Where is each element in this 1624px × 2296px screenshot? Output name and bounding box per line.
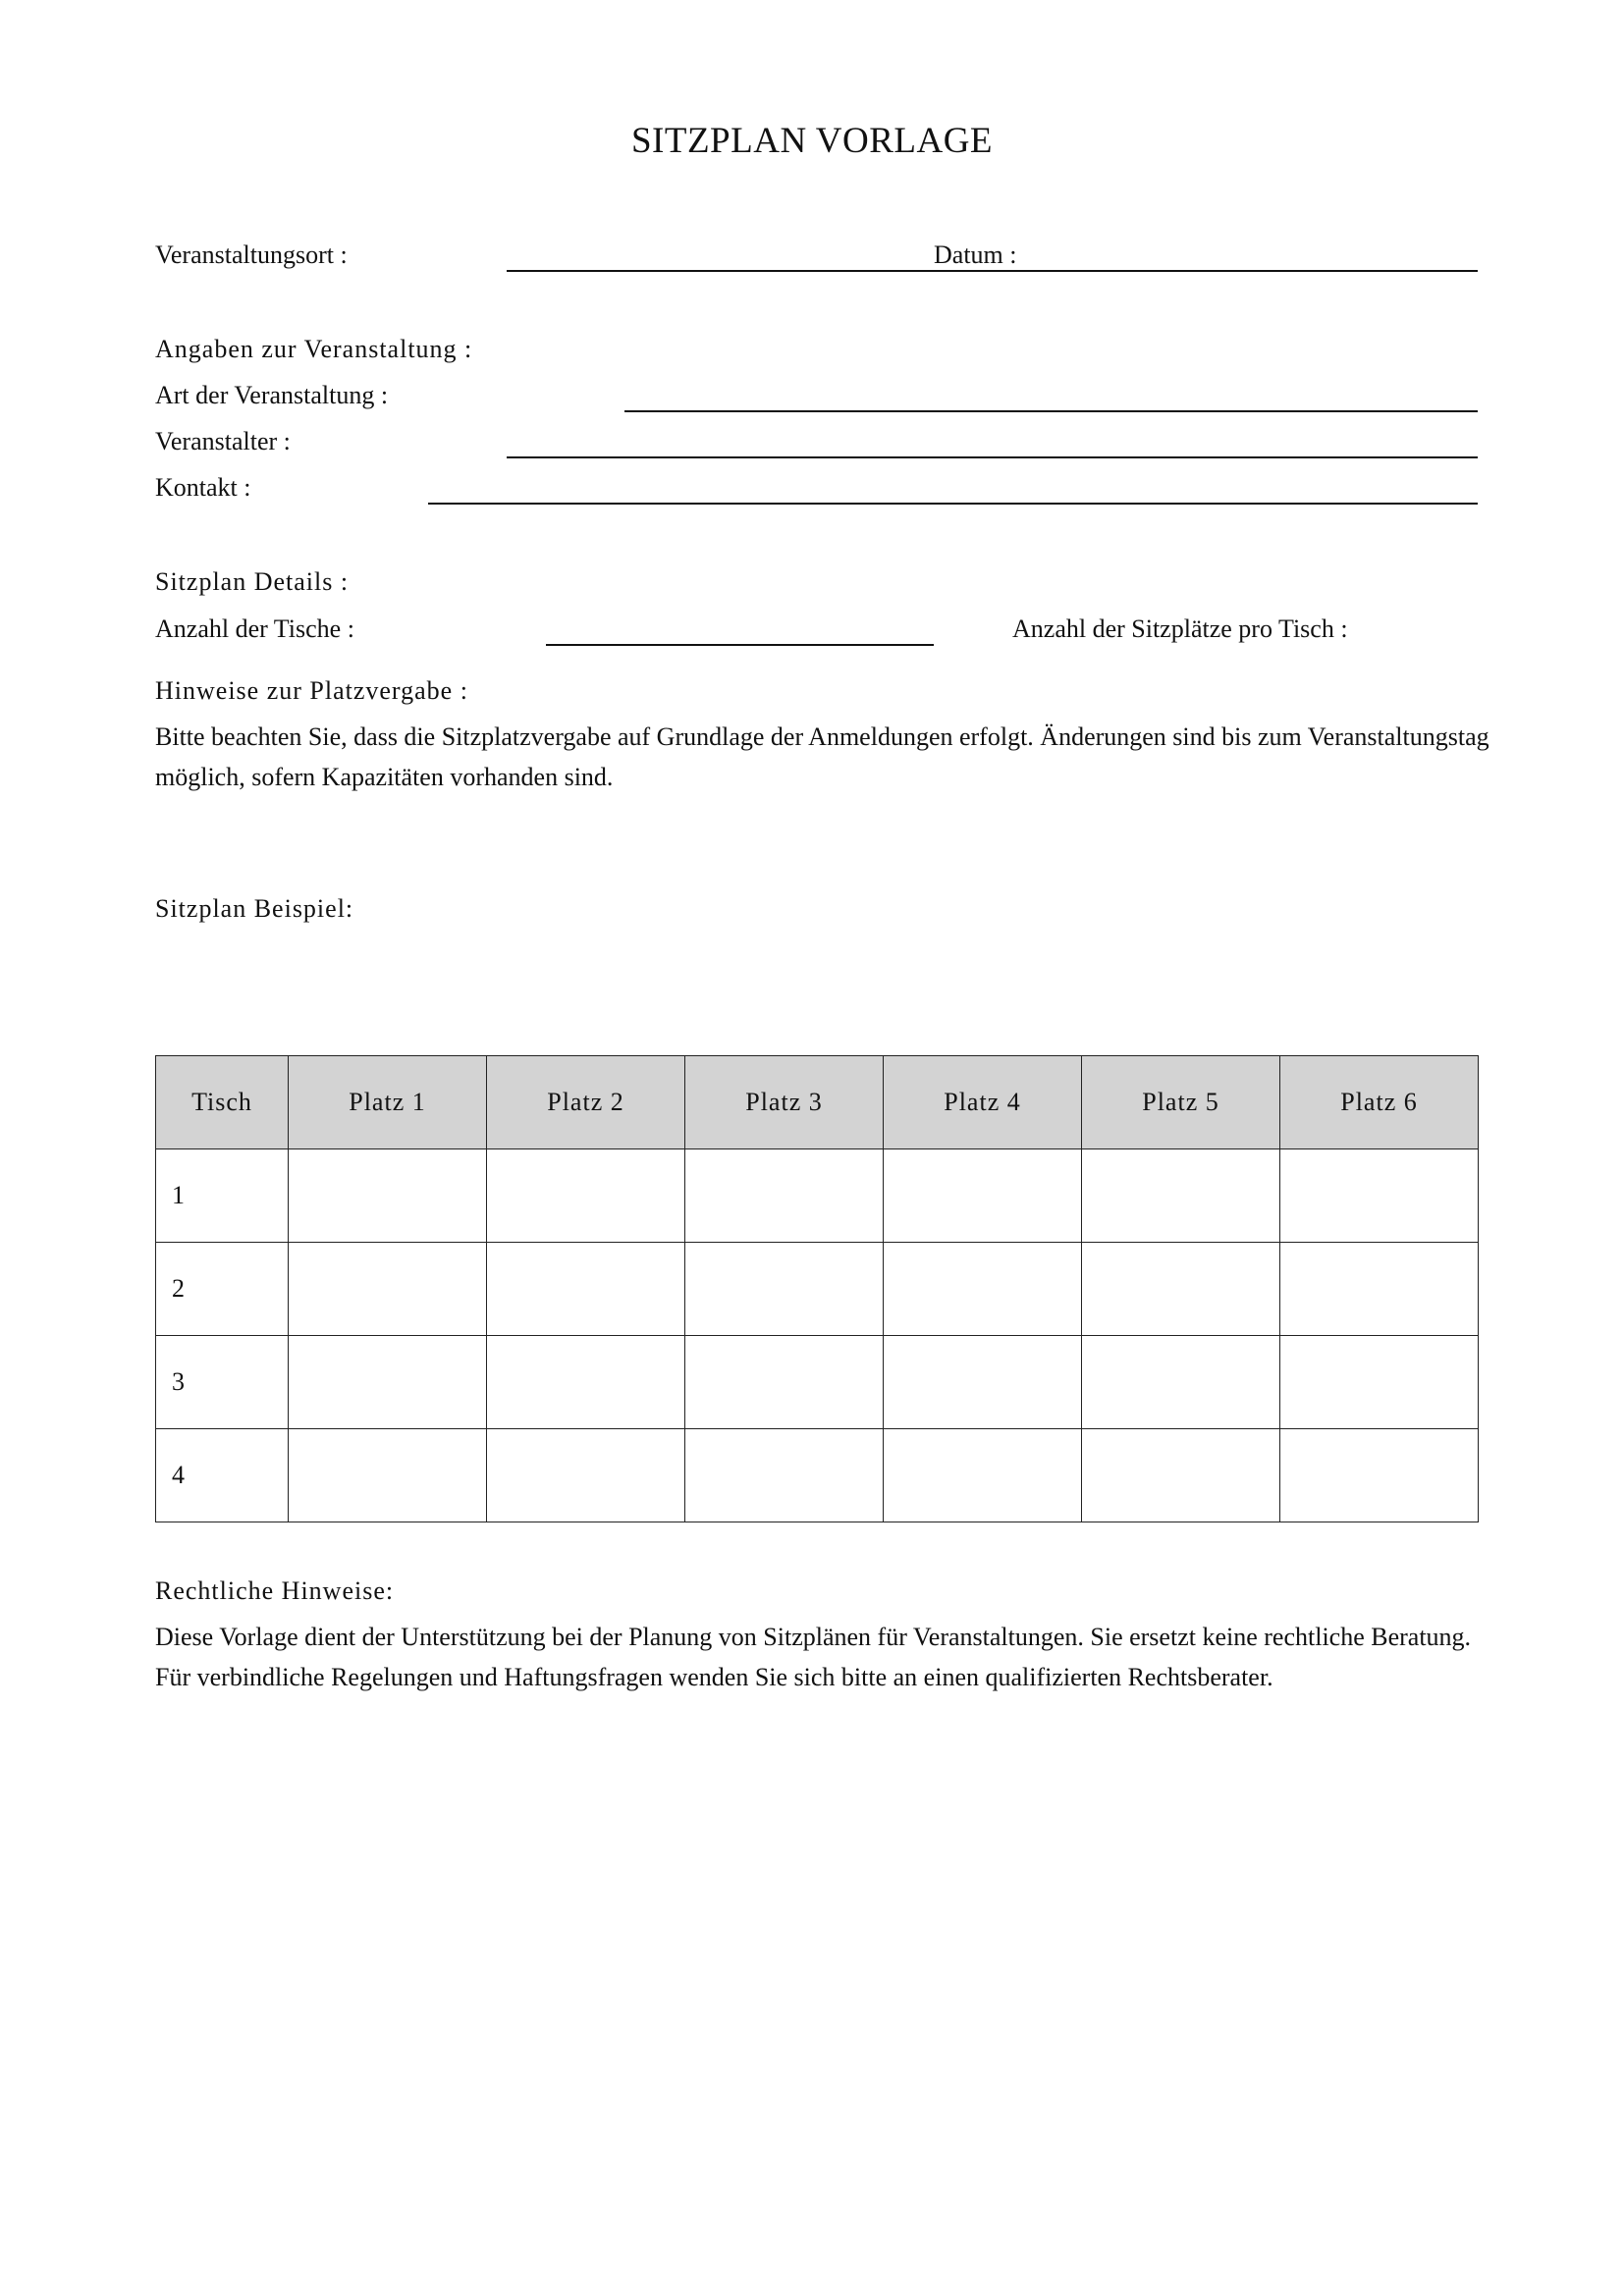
seat-cell[interactable] [685,1429,884,1522]
column-header-platz-4: Platz 4 [884,1056,1082,1149]
seat-cell[interactable] [289,1149,487,1243]
seat-cell[interactable] [487,1336,685,1429]
seat-cell[interactable] [884,1243,1082,1336]
notes-heading: Hinweise zur Platzvergabe : [155,676,468,705]
table-row [156,1243,1479,1336]
legal-text: Diese Vorlage dient der Unterstützung bei der Planung von Sitzplänen für Veranstaltungen. Sie ersetzt keine rechtliche Beratung. Für verbindliche Regelungen und Haftungsfragen wenden Sie sich bitte an einen qualifizierten Rechtsberater. [155,1623,1472,1691]
seats-per-table-label: Anzahl der Sitzplätze pro Tisch : [1012,614,1348,643]
seat-cell[interactable] [487,1243,685,1336]
column-header-platz-1: Platz 1 [289,1056,487,1149]
organizer-input-line[interactable] [507,456,1478,458]
contact-input-line[interactable] [428,503,1478,505]
table-header-row [156,1056,1479,1149]
table-row [156,1336,1479,1429]
seat-cell[interactable] [1082,1149,1280,1243]
event-type-input-line[interactable] [624,410,1478,412]
organizer-label: Veranstalter : [155,427,291,455]
table-number-cell: 4 [156,1429,289,1522]
seat-cell[interactable] [685,1149,884,1243]
seating-table [155,1055,1479,1522]
seat-cell[interactable] [1082,1336,1280,1429]
seat-cell[interactable] [1082,1243,1280,1336]
seat-cell[interactable] [1280,1429,1479,1522]
seat-cell[interactable] [884,1336,1082,1429]
table-number-cell: 1 [156,1149,289,1243]
seat-cell[interactable] [487,1149,685,1243]
seat-cell[interactable] [884,1149,1082,1243]
contact-label: Kontakt : [155,473,251,502]
table-row [156,1429,1479,1522]
seat-cell[interactable] [685,1336,884,1429]
venue-label: Veranstaltungsort : [155,240,348,269]
document-title: SITZPLAN VORLAGE [630,121,994,161]
seat-cell[interactable] [289,1243,487,1336]
column-header-platz-6: Platz 6 [1280,1056,1479,1149]
seat-cell[interactable] [289,1429,487,1522]
date-label: Datum : [934,240,1017,269]
column-header-tisch: Tisch [156,1056,289,1149]
column-header-platz-5: Platz 5 [1082,1056,1280,1149]
seat-cell[interactable] [685,1243,884,1336]
seat-cell[interactable] [1280,1336,1479,1429]
seat-cell[interactable] [487,1429,685,1522]
column-header-platz-3: Platz 3 [685,1056,884,1149]
tables-count-input-line[interactable] [546,644,934,646]
table-number-cell: 2 [156,1243,289,1336]
column-header-platz-2: Platz 2 [487,1056,685,1149]
event-heading: Angaben zur Veranstaltung : [155,335,473,363]
tables-count-label: Anzahl der Tische : [155,614,354,643]
table-row [156,1149,1479,1243]
table-number-cell: 3 [156,1336,289,1429]
example-heading: Sitzplan Beispiel: [155,894,354,923]
notes-text: Bitte beachten Sie, dass die Sitzplatzvergabe auf Grundlage der Anmeldungen erfolgt. Änderungen sind bis zum Veranstaltungstag möglich, sofern Kapazitäten vorhanden sind. [155,722,1489,791]
seat-cell[interactable] [289,1336,487,1429]
venue-date-input-line[interactable] [507,270,1478,272]
seat-cell[interactable] [1280,1243,1479,1336]
legal-heading: Rechtliche Hinweise: [155,1576,395,1605]
seat-cell[interactable] [1082,1429,1280,1522]
seat-cell[interactable] [1280,1149,1479,1243]
seat-cell[interactable] [884,1429,1082,1522]
seating-heading: Sitzplan Details : [155,567,350,596]
event-type-label: Art der Veranstaltung : [155,381,389,409]
